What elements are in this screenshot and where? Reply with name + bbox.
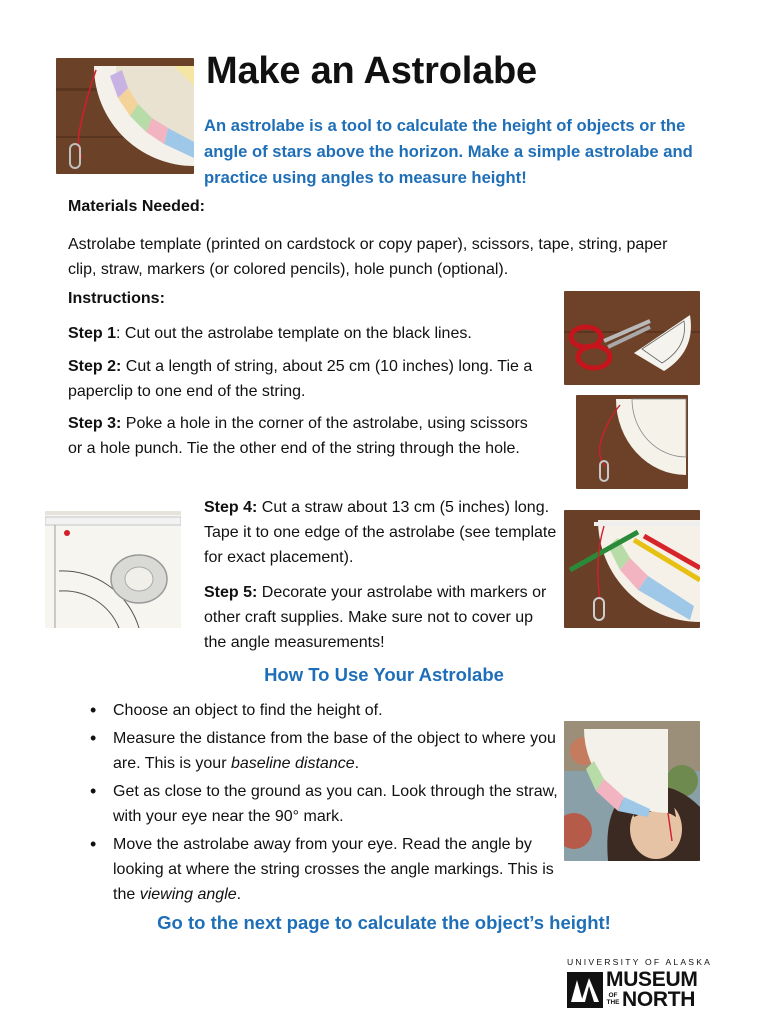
how-to-list — [90, 698, 560, 910]
step-3 — [68, 411, 538, 461]
scissors-photo — [564, 291, 700, 385]
museum-logo-icon — [567, 972, 603, 1008]
instructions-label: Instructions: — [68, 290, 165, 307]
step-1-label: Step 1 — [68, 325, 117, 342]
step-1-sep: : — [116, 325, 121, 342]
step-2-text: Cut a length of string, about 25 cm (10 inches) long. Tie a paperclip to one end of the string. — [68, 358, 533, 400]
materials-text: Astrolabe template (printed on cardstock or copy paper), scissors, tape, string, paper clip, straw, markers (or colored pencils), hole punch (optional). — [68, 236, 668, 278]
tape-photo — [45, 511, 181, 628]
step-4-label: Step 4: — [204, 499, 258, 516]
step-2-label: Step 2: — [68, 358, 122, 375]
logo-university-text: UNIVERSITY OF ALASKA — [567, 957, 713, 967]
pencils-photo — [564, 510, 700, 628]
logo-museum-text: MUSEUM — [606, 968, 698, 991]
logo-of-the-text: OF THE — [606, 992, 620, 1006]
step-3-label: Step 3: — [68, 415, 122, 432]
using-astrolabe-photo — [564, 721, 700, 861]
step-5-label: Step 5: — [204, 584, 258, 601]
step-4 — [204, 495, 559, 570]
materials-label: Materials Needed: — [68, 198, 205, 215]
step-3-text: Poke a hole in the corner of the astrolabe, using scissors or a hole punch. Tie the other end of the string through the hole. — [68, 415, 528, 457]
step-1 — [68, 321, 558, 346]
list-item: • Get as close to the ground as you can. Look through the straw, with your eye near the 90° mark. — [90, 779, 560, 829]
string-astrolabe-photo — [576, 395, 688, 489]
page-title: Make an Astrolabe — [206, 50, 537, 92]
logo-north-text: NORTH — [622, 988, 696, 1011]
step-2 — [68, 354, 558, 404]
step-5-text: Decorate your astrolabe with markers or other craft supplies. Make sure not to cover up the angle measurements! — [204, 584, 547, 651]
next-page-cta: Go to the next page to calculate the object’s height! — [157, 912, 611, 933]
how-to-title: How To Use Your Astrolabe — [264, 664, 504, 685]
step-5 — [204, 580, 559, 655]
astrolabe-photo-main — [56, 58, 194, 174]
step-4-text: Cut a straw about 13 cm (5 inches) long. Tape it to one edge of the astrolabe (see template for exact placement). — [204, 499, 557, 566]
step-1-text: Cut out the astrolabe template on the black lines. — [120, 325, 472, 342]
list-item: • Measure the distance from the base of the object to where you are. This is your baseline distance. — [90, 726, 560, 776]
intro-text: An astrolabe is a tool to calculate the height of objects or the angle of stars above the horizon. Make a simple astrolabe and practice using angles to measure height! — [204, 116, 693, 187]
list-item: • Move the astrolabe away from your eye. Read the angle by looking at where the string crosses the angle markings. This is the viewing angle. — [90, 832, 560, 907]
list-item: • Choose an object to find the height of. — [90, 698, 560, 723]
